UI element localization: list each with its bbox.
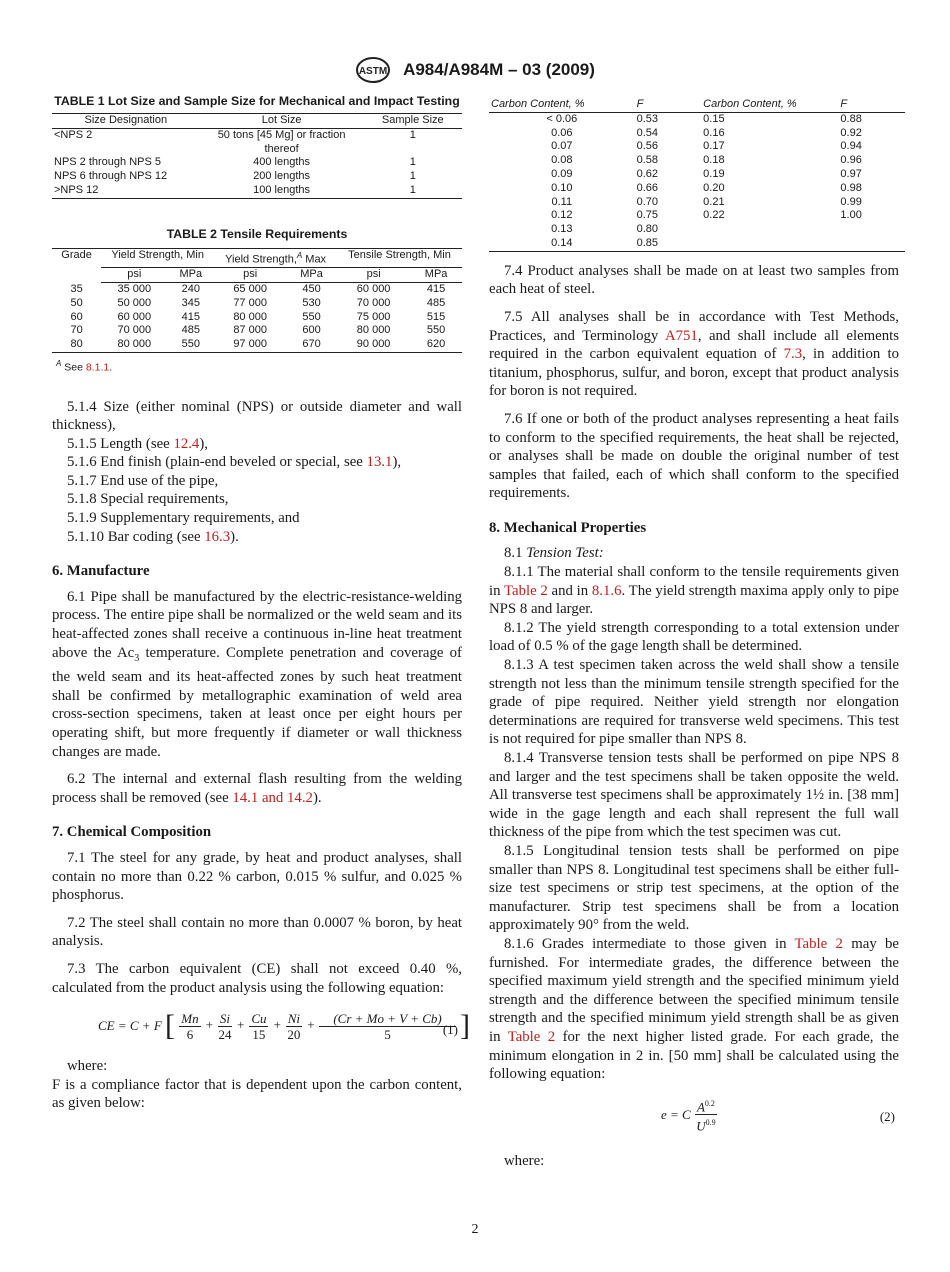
paragraph-5-1-4: 5.1.4 Size (either nominal (NPS) or outside diameter and wall thickness), <box>52 398 462 434</box>
table2-grade-header: Grade <box>61 248 92 261</box>
table-cell: 670 <box>302 338 321 351</box>
table-cell: 450 <box>302 283 321 296</box>
page-header <box>0 56 950 84</box>
table-row <box>489 140 905 154</box>
table-cell: 70 <box>70 324 83 337</box>
table-row <box>52 311 462 325</box>
table-cell: 415 <box>181 310 200 323</box>
table-row <box>52 184 462 198</box>
svg-text:ASTM: ASTM <box>358 66 388 77</box>
table-cell: 50 <box>70 296 83 309</box>
table-row <box>489 237 905 251</box>
table1-lot-size <box>52 113 462 199</box>
paragraph-8-1-5: 8.1.5 Longitudinal tension tests shall be performed on pipe smaller than NPS 8. Longitudinal test specimens shall be either full-size test specimens or strip test specimens, at the option of the manufacturer. Strip test specimens shall be from a location approximately 90° from the weld. <box>489 842 899 934</box>
table-cell: 600 <box>302 324 321 337</box>
paragraph-8-1-2: 8.1.2 The yield strength corresponding to a total extension under load of 0.5 % of the gage length shall be determined. <box>489 619 899 655</box>
paragraph-7-2: 7.2 The steel shall contain no more than 0.0007 % boron, by heat analysis. <box>52 914 462 950</box>
paragraph-6-1: 6.1 Pipe shall be manufactured by the electric-resistance-welding process. The entire pipe shall be normalized or the weld seam and its heat-affected zones shall receive a continuous in-line heat treatment above the $Ac_3$ temperature. Complete penetration and coverage of the weld seam and its heat-affected zones by such heat treatment shall be confirmed by metallographic examination of weld area cross-section specimens, taken at least once per eight hours per operating shift, but more frequently if diameter or wall thickness changes are made. <box>52 588 462 760</box>
table-cell: 35 <box>70 282 83 295</box>
table1-col-header: Lot Size <box>200 114 364 129</box>
unit-header: MPa <box>167 268 214 283</box>
equation-1: CE = C + F [ $\frac{Mn}{6}$ + $\frac{Si}{24}$ + $\frac{Cu}{15}$ + $\frac{Ni}{20}$ + $\frac{(Cr + Mo + V + Cb)}{5}$ ] (1) <box>98 1009 471 1043</box>
table-cell: 60 000 <box>356 283 391 296</box>
table-row <box>52 128 462 156</box>
table-cell: 550 <box>302 310 321 323</box>
paragraph-7-4: 7.4 Product analyses shall be made on at least two samples from each heat of steel. <box>489 262 899 298</box>
table-cell: 550 <box>426 324 446 337</box>
table-cell: 0.08 <box>551 154 573 167</box>
table-cell: 0.85 <box>636 236 659 249</box>
table-cell: 0.70 <box>636 195 659 208</box>
table-cell <box>838 237 905 251</box>
where-label: where: <box>67 1058 108 1075</box>
table-cell: 550 <box>181 338 200 351</box>
carbon-col-header: F <box>838 98 905 112</box>
table-cell: 65 000 <box>233 283 267 296</box>
table-cell: 0.19 <box>703 167 725 180</box>
table-cell: 60 000 <box>117 310 152 323</box>
table-cell: 0.75 <box>636 209 659 222</box>
table-cell: 0.11 <box>551 195 573 208</box>
cross-reference-link[interactable]: 7.3 <box>783 346 803 363</box>
table-cell: 0.97 <box>840 167 862 180</box>
table-cell: NPS 2 through NPS 5 <box>54 156 162 169</box>
table2-footnote: $^A$ See 8.1.1. <box>56 359 113 374</box>
table-cell: 1 <box>409 128 416 141</box>
astm-logo-icon <box>355 56 391 84</box>
table-cell <box>701 223 838 237</box>
unit-header: MPa <box>410 268 462 283</box>
carbon-factor-table <box>489 98 905 252</box>
paragraph-5-1-7: 5.1.7 End use of the pipe, <box>67 472 219 489</box>
table-cell: 485 <box>181 324 200 337</box>
table-cell: 97 000 <box>233 338 267 351</box>
paragraph-5-1-10: 5.1.10 Bar coding (see 16.3). <box>67 528 239 545</box>
table-cell: 0.66 <box>636 181 659 194</box>
table2-group-header: Yield Strength, Min <box>101 248 214 267</box>
table-cell: 620 <box>426 338 446 351</box>
unit-header: psi <box>337 268 410 283</box>
table-cell: 515 <box>426 310 446 323</box>
table-cell: 0.17 <box>703 140 725 153</box>
table-row <box>489 223 905 237</box>
table-cell: 485 <box>426 296 446 309</box>
paragraph-6-2: 6.2 The internal and external flash resulting from the welding process shall be removed (see 14.1 and 14.2). <box>52 771 462 806</box>
left-column <box>52 94 471 1113</box>
table-cell: 60 <box>70 310 83 323</box>
table-cell: 0.22 <box>703 209 725 222</box>
table-row <box>489 154 905 168</box>
table-cell: 1 <box>409 156 416 169</box>
table-cell <box>701 237 838 251</box>
carbon-col-header: F <box>635 98 702 112</box>
table1-col-header: Sample Size <box>364 114 462 129</box>
paragraph-7-6: 7.6 If one or both of the product analyses representing a heat fails to conform to the specified requirements, the heat shall be rejected, or analyses shall be made on double the original number of test samples that failed, each of which shall conform to the specified requirements. <box>489 410 899 502</box>
carbon-col-header: Carbon Content, % <box>701 98 838 112</box>
table-cell: 345 <box>181 296 200 309</box>
standard-designation: A984/A984M – 03 (2009) <box>403 60 595 79</box>
table-cell: 35 000 <box>117 283 152 296</box>
cross-reference-link[interactable]: 8.1.1 <box>85 361 110 374</box>
paragraph-8-1-3: 8.1.3 A test specimen taken across the weld shall show a tensile strength not less than the minimum tensile strength specified for the grade of pipe required. Neither yield strength nor elongation determinations are required for transverse weld specimens. This test is not required for pipe smaller than NPS 8. <box>489 657 899 748</box>
table-row <box>52 170 462 184</box>
paragraph-5-1-8: 5.1.8 Special requirements, <box>67 491 229 508</box>
table-cell: 0.21 <box>703 195 725 208</box>
paragraph-5-1-5: 5.1.5 Length (see 12.4), <box>67 435 208 452</box>
table-cell: 50 000 <box>117 296 152 309</box>
table-cell: < 0.06 <box>546 112 578 125</box>
table-cell: 200 lengths <box>253 170 311 183</box>
equation-number: (2) <box>879 1108 895 1124</box>
table-cell: 1.00 <box>840 209 862 222</box>
table-row <box>489 168 905 182</box>
table-row <box>489 196 905 210</box>
paragraph-8-1-1: 8.1.1 The material shall conform to the tensile requirements given in Table 2 and in 8.1.6. The yield strength maxima apply only to pipe NPS 8 and larger. <box>489 564 899 618</box>
table-cell: 0.58 <box>636 154 659 167</box>
table-cell: 80 <box>70 338 83 351</box>
table-cell: 70 000 <box>117 324 152 337</box>
table1-col-header: Size Designation <box>52 114 200 129</box>
table-cell: 240 <box>181 283 200 296</box>
cross-reference-link[interactable]: Table 2 <box>507 1028 556 1045</box>
section-heading-6: 6. Manufacture <box>52 563 150 580</box>
paragraph-8-1: 8.1 Tension Test: <box>504 545 604 562</box>
cross-reference-link[interactable]: 16.3 <box>204 528 231 545</box>
table-cell: 75 000 <box>356 310 391 323</box>
table2-group-header: Tensile Strength, Min <box>337 248 462 267</box>
where-label: where: <box>504 1152 545 1169</box>
table-cell: 80 000 <box>356 324 391 337</box>
table-cell: 1 <box>409 170 416 183</box>
table-cell: >NPS 12 <box>54 183 99 196</box>
table-cell: 530 <box>302 296 321 309</box>
table-cell: 77 000 <box>233 296 267 309</box>
table-cell <box>838 223 905 237</box>
table-row <box>52 324 462 338</box>
table-cell: 0.07 <box>551 140 573 153</box>
paragraph-5-1-6: 5.1.6 End finish (plain-end beveled or special, see 13.1), <box>67 454 402 471</box>
table-row <box>489 182 905 196</box>
definition-f: F is a compliance factor that is dependent upon the carbon content, as given below: <box>52 1076 462 1112</box>
table-cell: 0.94 <box>840 140 862 153</box>
table-cell: NPS 6 through NPS 12 <box>54 170 168 183</box>
paragraph-8-1-4: 8.1.4 Transverse tension tests shall be performed on pipe NPS 8 and larger and the test specimens shall be taken opposite the weld. All transverse test specimens shall be approximately 1½ in. [38 mm] wide in the gage length and each shall represent the full wall thickness of the pipe from which the test specimen was cut. <box>489 750 899 841</box>
unit-header: psi <box>214 268 286 283</box>
equation-2: e = C $\frac{A^{0.2}}{U^{0.9}}$ (2) <box>489 1092 899 1138</box>
carbon-col-header: Carbon Content, % <box>489 98 635 112</box>
unit-header: MPa <box>286 268 337 283</box>
paragraph-8-1-6: 8.1.6 Grades intermediate to those given in Table 2 may be furnished. For intermediate grades, the difference between the specified maximum yield strength and the specified minimum yield strength and the difference between the specified minimum tensile strength and the specified minimum yield strength shall be as given in Table 2 for the next higher listed grade. For each grade, the minimum elongation in 2 in. [50 mm] shall be calculated using the following equation: <box>489 935 900 1083</box>
table2-caption: TABLE 2 Tensile Requirements <box>166 226 348 241</box>
table-cell: 0.10 <box>551 181 573 194</box>
paragraph-7-5: 7.5 All analyses shall be in accordance with Test Methods, Practices, and Terminology A751, and shall include all elements required in the carbon equivalent equation of 7.3, in addition to titanium, phosphorus, sulfur, and boron, except that product analysis for boron is not required. <box>489 308 899 400</box>
table-cell: <NPS 2 <box>54 128 93 141</box>
table1-caption: TABLE 1 Lot Size and Sample Size for Mechanical and Impact Testing <box>54 94 460 108</box>
table-cell: 0.06 <box>551 126 573 139</box>
page-number: 2 <box>471 1222 479 1237</box>
table-cell: 0.20 <box>703 181 725 194</box>
table-cell: 0.09 <box>551 167 573 180</box>
table-cell: 0.16 <box>703 126 725 139</box>
table-cell: 100 lengths <box>253 183 311 196</box>
table-cell: 0.13 <box>551 223 573 236</box>
table-cell: 80 000 <box>233 310 267 323</box>
table-cell: 0.80 <box>636 223 659 236</box>
table-cell: 0.98 <box>840 181 862 194</box>
table-cell: 70 000 <box>356 296 391 309</box>
equation-number: (1) <box>442 1022 458 1038</box>
table-cell: 50 tons [45 Mg] or fraction thereof <box>217 128 346 155</box>
cross-reference-link[interactable]: 8.1.6 <box>591 582 622 599</box>
table-row <box>52 338 462 352</box>
cross-reference-link[interactable]: 13.1 <box>366 454 393 471</box>
table-row <box>52 297 462 311</box>
table-cell: 0.62 <box>636 167 659 180</box>
paragraph-7-3: 7.3 The carbon equivalent (CE) shall not exceed 0.40 %, calculated from the product analysis using the following equation: <box>52 960 462 996</box>
table-cell: 0.99 <box>840 195 862 208</box>
table-cell: 0.18 <box>703 154 725 167</box>
cross-reference-link[interactable]: 14.1 and 14.2 <box>232 789 313 806</box>
table-cell: 0.54 <box>636 126 659 139</box>
cross-reference-link[interactable]: Table 2 <box>504 582 548 599</box>
table-cell: 0.14 <box>551 236 573 249</box>
cross-reference-link[interactable]: 12.4 <box>173 435 200 452</box>
table2-group-header: Yield Strength,$^A$ Max <box>214 248 337 267</box>
section-heading-7: 7. Chemical Composition <box>52 824 212 841</box>
table-cell: 80 000 <box>117 338 152 351</box>
paragraph-7-1: 7.1 The steel for any grade, by heat and product analyses, shall contain no more than 0.22 % carbon, 0.015 % sulfur, and 0.025 % phosphorus. <box>52 849 462 904</box>
right-column <box>489 98 899 1170</box>
table-cell: 1 <box>409 183 416 196</box>
table-cell: 0.15 <box>703 112 725 125</box>
table-cell: 400 lengths <box>253 156 311 169</box>
table-cell: 0.12 <box>551 209 573 222</box>
table-row <box>489 127 905 141</box>
footnote-marker: A <box>296 250 303 260</box>
table2-tensile <box>52 248 462 353</box>
cross-reference-link[interactable]: A751 <box>664 327 698 344</box>
cross-reference-link[interactable]: Table 2 <box>794 935 843 952</box>
table-cell: 0.96 <box>840 154 862 167</box>
table-row <box>52 283 462 297</box>
paragraph-5-1-9: 5.1.9 Supplementary requirements, and <box>67 510 300 527</box>
table-row <box>489 209 905 223</box>
table-row <box>52 156 462 170</box>
table-cell: 0.88 <box>840 112 862 125</box>
table-cell: 90 000 <box>356 338 391 351</box>
table-row <box>489 112 905 126</box>
table-cell: 0.56 <box>636 140 659 153</box>
section-heading-8: 8. Mechanical Properties <box>489 519 647 536</box>
unit-header: psi <box>101 268 167 283</box>
table-cell: 415 <box>426 283 446 296</box>
table-cell: 87 000 <box>233 324 267 337</box>
table-cell: 0.92 <box>840 126 862 139</box>
table-cell: 0.53 <box>636 112 659 125</box>
